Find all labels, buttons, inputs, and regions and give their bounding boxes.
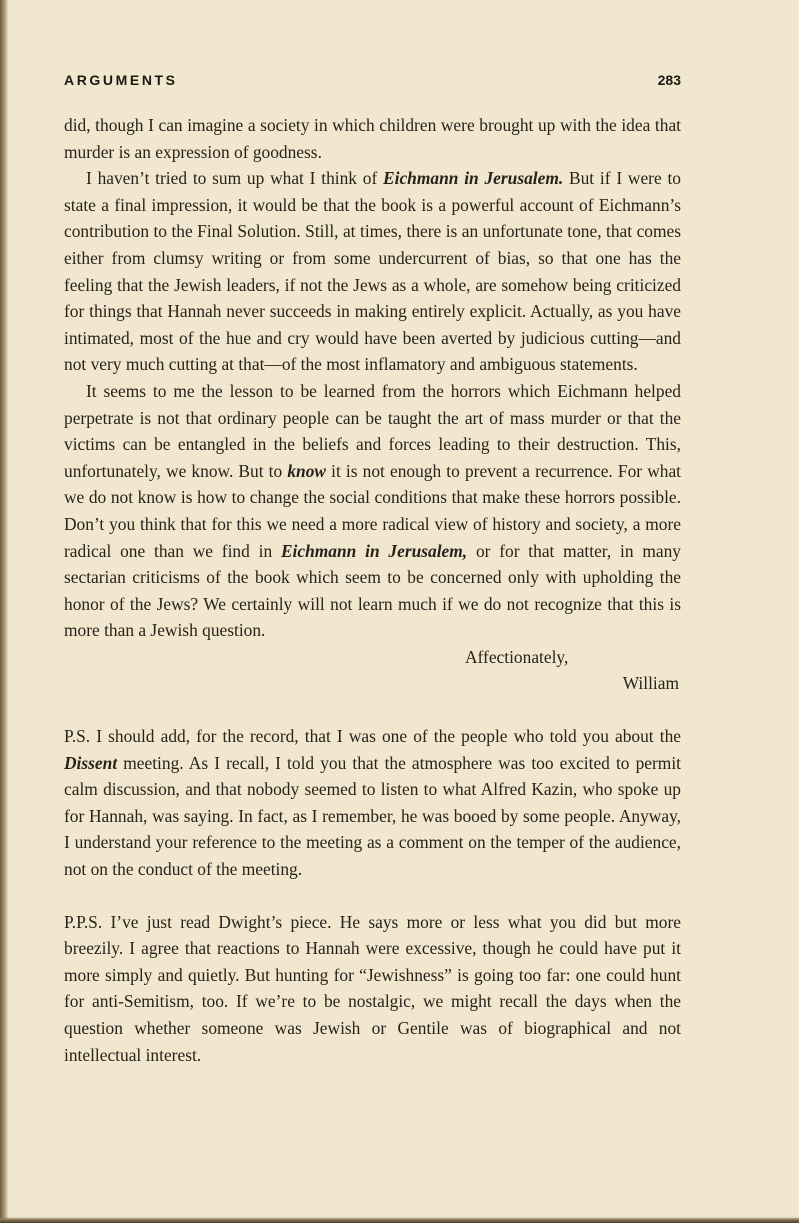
page-bottom-edge — [0, 1217, 799, 1223]
running-head — [64, 72, 681, 94]
paragraph-text: it is not enough to prevent a recurrence. For what we do not know is how to change the social conditions that make these horrors possible. Don’t you think that for this we need a more radical view of history and society, a more radical one than we find in — [64, 460, 681, 561]
post-postscript — [64, 909, 681, 1069]
paragraph-continuation — [64, 112, 681, 165]
paragraph-text: did, though I can imagine a society in which children were brought up with the idea that murder is an expression of goodness. — [64, 115, 681, 162]
letter-signature: William — [622, 673, 679, 694]
paragraph-text: meeting. As I recall, I told you that the atmosphere was too excited to permit calm discussion, and that nobody seemed to listen to what Alfred Kazin, who spoke up for Hannah, was saying. In fact, as I remember, he was booed by some people. Anyway, I understand your reference to the meeting as a comment on the temper of the audience, not on the conduct of the meeting. — [64, 752, 681, 880]
book-title: Eichmann in Jerusalem. — [383, 168, 564, 189]
book-title: Eichmann in Jerusalem, — [280, 540, 468, 561]
paragraph-text: P.P.S. I’ve just read Dwight’s piece. He says more or less what you did but more breezily. I agree that reactions to Hannah were excessive, though he could have put it more simply and quietly. But hunting for “Jewishness” is going too far: one could hunt for anti-Semitism, too. If we’re to be nostalgic, we might recall the days when the question whether someone was Jewish or Gentile was of biographical and not intellectual interest. — [64, 911, 681, 1065]
paragraph-final-impression — [64, 165, 681, 378]
paragraph-text: P.S. I should add, for the record, that I was one of the people who told you about the — [64, 726, 681, 747]
paragraph-lesson — [64, 378, 681, 644]
emphasis-know: know — [287, 460, 326, 481]
magazine-title: Dissent — [64, 752, 118, 773]
page-number: 283 — [657, 72, 681, 88]
paragraph-text: I haven’t tried to sum up what I think of — [86, 168, 384, 189]
running-title: ARGUMENTS — [64, 72, 178, 88]
letter-body — [64, 112, 681, 1068]
postscript — [64, 723, 681, 883]
paragraph-text: But if I were to state a final impression, it would be that the book is a powerful account of Eichmann’s contribution to the Final Solution. Still, at times, there is an unfortunate tone, that comes either from clumsy writing or from some undercurrent of bias, so that one has the feeling that the Jewish leaders, if not the Jews as a whole, are somehow being criticized for things that Hannah never succeeds in making entirely explicit. Actually, as you have intimated, most of the hue and cry would have been averted by judicious cutting—and not very much cutting at that—of the most inflamatory and ambiguous statements. — [64, 168, 681, 375]
page-binding-edge — [0, 0, 8, 1223]
letter-closing: Affectionately, — [465, 646, 569, 667]
paragraph-text: It seems to me the lesson to be learned from the horrors which Eichmann helped perpetrate is not that ordinary people can be taught the art of mass murder or that the victims can be entangled in the beliefs and forces leading to their destruction. This, unfortunately, we know. But to — [64, 380, 681, 481]
paragraph-text: or for that matter, in many sectarian criticisms of the book which seem to be concerned only with upholding the honor of the Jews? We certainly will not learn much if we do not recognize that this is more than a Jewish question. — [64, 540, 681, 641]
